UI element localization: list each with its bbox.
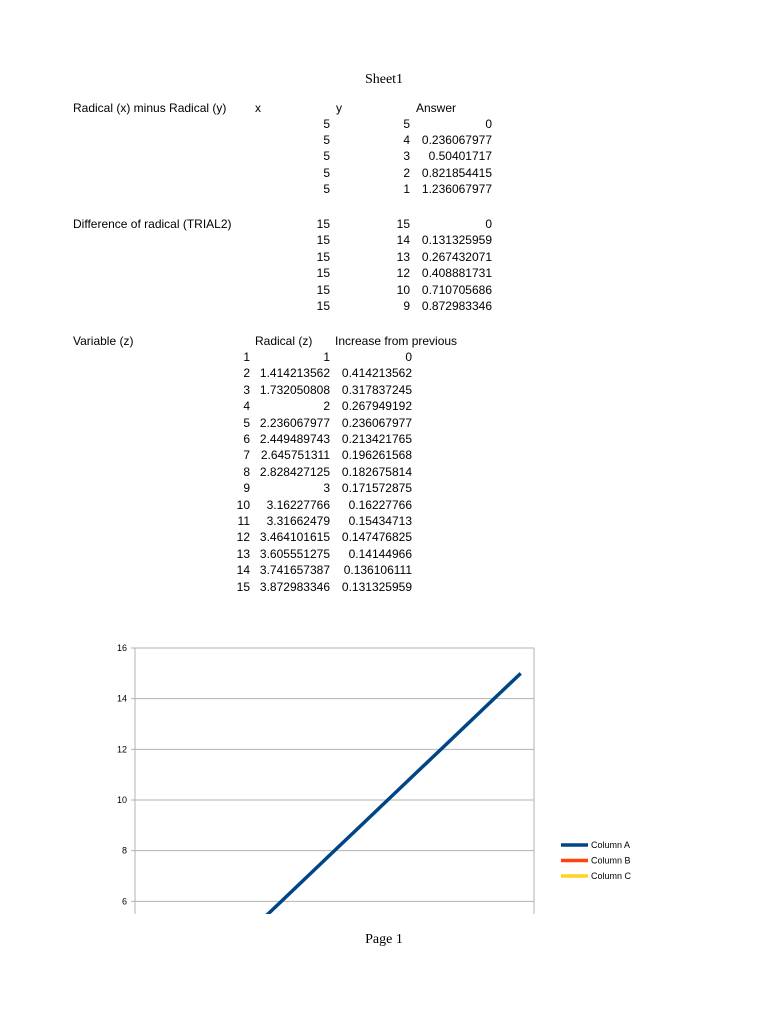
cell-increase: 0.15434713 [348, 514, 412, 528]
cell-radical: 3 [323, 481, 330, 496]
chart-gridlines [131, 648, 534, 914]
y-tick-label: 10 [116, 795, 127, 805]
cell-increase: 0.196261568 [341, 448, 412, 463]
cell-y: 10 [396, 282, 410, 297]
cell-z: 1 [243, 350, 250, 364]
cell-z: 10 [236, 497, 250, 512]
cell-increase: 0.14144966 [348, 546, 412, 561]
cell-y: 13 [396, 249, 410, 264]
cell-radical: 2.645751311 [260, 448, 330, 463]
cell-z: 6 [243, 432, 250, 446]
cell-answer: 0 [485, 117, 492, 131]
cell-answer: 0.872983346 [421, 299, 492, 313]
cell-answer: 1.236067977 [421, 181, 492, 196]
cell-z: 13 [236, 546, 250, 561]
cell-answer: 0.236067977 [421, 133, 492, 148]
cell-increase: 0.213421765 [341, 432, 412, 446]
chart-legend [561, 840, 632, 881]
cell-x: 15 [316, 299, 330, 313]
cell-radical: 1.732050808 [259, 382, 330, 397]
series-line-column-b [148, 955, 520, 1024]
cell-radical: 2 [323, 399, 330, 414]
header-y: y [336, 101, 342, 115]
cell-radical: 1.414213562 [259, 366, 330, 381]
cell-y: 4 [403, 133, 410, 148]
cell-z: 15 [236, 579, 250, 594]
cell-z: 14 [236, 563, 250, 578]
cell-increase: 0.317837245 [341, 382, 412, 397]
cell-answer: 0 [485, 217, 492, 231]
y-axis-ticks [117, 643, 127, 906]
header-radical-z: Radical (z) [255, 334, 313, 348]
cell-radical: 2.449489743 [259, 432, 330, 446]
header-x: x [255, 101, 261, 115]
cell-x: 15 [316, 217, 330, 231]
sheet-title: Sheet1 [364, 72, 404, 87]
cell-x: 15 [316, 249, 330, 264]
legend-label: Column B [591, 855, 631, 866]
cell-answer: 0.267432071 [421, 249, 492, 264]
cell-answer: 0.50401717 [428, 149, 492, 164]
cell-z: 4 [243, 399, 250, 414]
cell-y: 14 [396, 233, 410, 248]
header-increase: Increase from previous [335, 334, 458, 348]
cell-answer: 0.710705686 [421, 282, 492, 297]
cell-increase: 0.16227766 [348, 497, 412, 512]
cell-z: 2 [243, 366, 250, 381]
cell-radical: 2.236067977 [259, 415, 330, 430]
header-variable-z: Variable (z) [73, 334, 134, 348]
y-tick-label: 12 [116, 744, 127, 755]
cell-radical: 1 [323, 350, 330, 364]
cell-answer: 0.408881731 [421, 266, 492, 281]
series-line-column-a [148, 673, 520, 1024]
legend-label: Column C [591, 871, 632, 881]
cell-z: 7 [243, 448, 250, 463]
cell-x: 15 [316, 233, 330, 248]
y-tick-label: 14 [116, 693, 127, 704]
cell-x: 15 [316, 282, 330, 297]
y-tick-label: 8 [121, 845, 127, 856]
cell-y: 12 [396, 266, 410, 281]
cell-increase: 0.131325959 [341, 579, 412, 594]
cell-increase: 0.267949192 [341, 399, 412, 414]
cell-increase: 0.414213562 [341, 366, 412, 381]
cell-x: 15 [316, 266, 330, 281]
header-answer: Answer [416, 101, 457, 115]
cell-increase: 0.236067977 [341, 415, 412, 430]
cell-x: 5 [323, 181, 330, 196]
cell-radical: 3.605551275 [259, 546, 330, 561]
cell-increase: 0.171572875 [341, 481, 412, 496]
cell-increase: 0.136106111 [343, 563, 412, 578]
page-footer: Page 1 [365, 932, 403, 947]
cell-z: 3 [243, 382, 250, 397]
cell-x: 5 [323, 133, 330, 148]
cell-x: 5 [323, 149, 330, 164]
legend-label: Column A [591, 840, 631, 850]
y-tick-label: 6 [121, 896, 127, 907]
section2-title: Difference of radical (TRIAL2) [73, 217, 232, 231]
cell-radical: 3.464101615 [259, 530, 330, 545]
y-tick-label: 16 [116, 643, 127, 653]
cell-y: 3 [403, 149, 410, 164]
cell-radical: 2.828427125 [259, 464, 330, 479]
cell-radical: 3.741657387 [259, 563, 330, 578]
cell-z: 9 [243, 481, 250, 496]
cell-z: 11 [237, 514, 250, 528]
cell-x: 5 [323, 165, 330, 180]
cell-y: 1 [403, 181, 410, 196]
cell-radical: 3.872983346 [259, 579, 330, 594]
section1-title: Radical (x) minus Radical (y) [73, 101, 227, 115]
cell-answer: 0.821854415 [421, 165, 492, 180]
cell-z: 12 [236, 530, 250, 545]
cell-z: 5 [243, 415, 250, 430]
cell-increase: 0.182675814 [341, 464, 412, 479]
cell-y: 2 [403, 165, 410, 180]
cell-radical: 3.16227766 [266, 497, 330, 512]
cell-radical: 3.31662479 [266, 514, 330, 528]
cell-answer: 0.131325959 [421, 233, 492, 248]
cell-y: 9 [403, 299, 410, 313]
cell-increase: 0 [405, 350, 412, 364]
cell-z: 8 [243, 464, 250, 479]
cell-x: 5 [323, 117, 330, 131]
cell-y: 15 [396, 217, 410, 231]
cell-y: 5 [403, 117, 410, 131]
cell-increase: 0.147476825 [341, 530, 412, 545]
chart-series-lines [148, 673, 520, 1024]
